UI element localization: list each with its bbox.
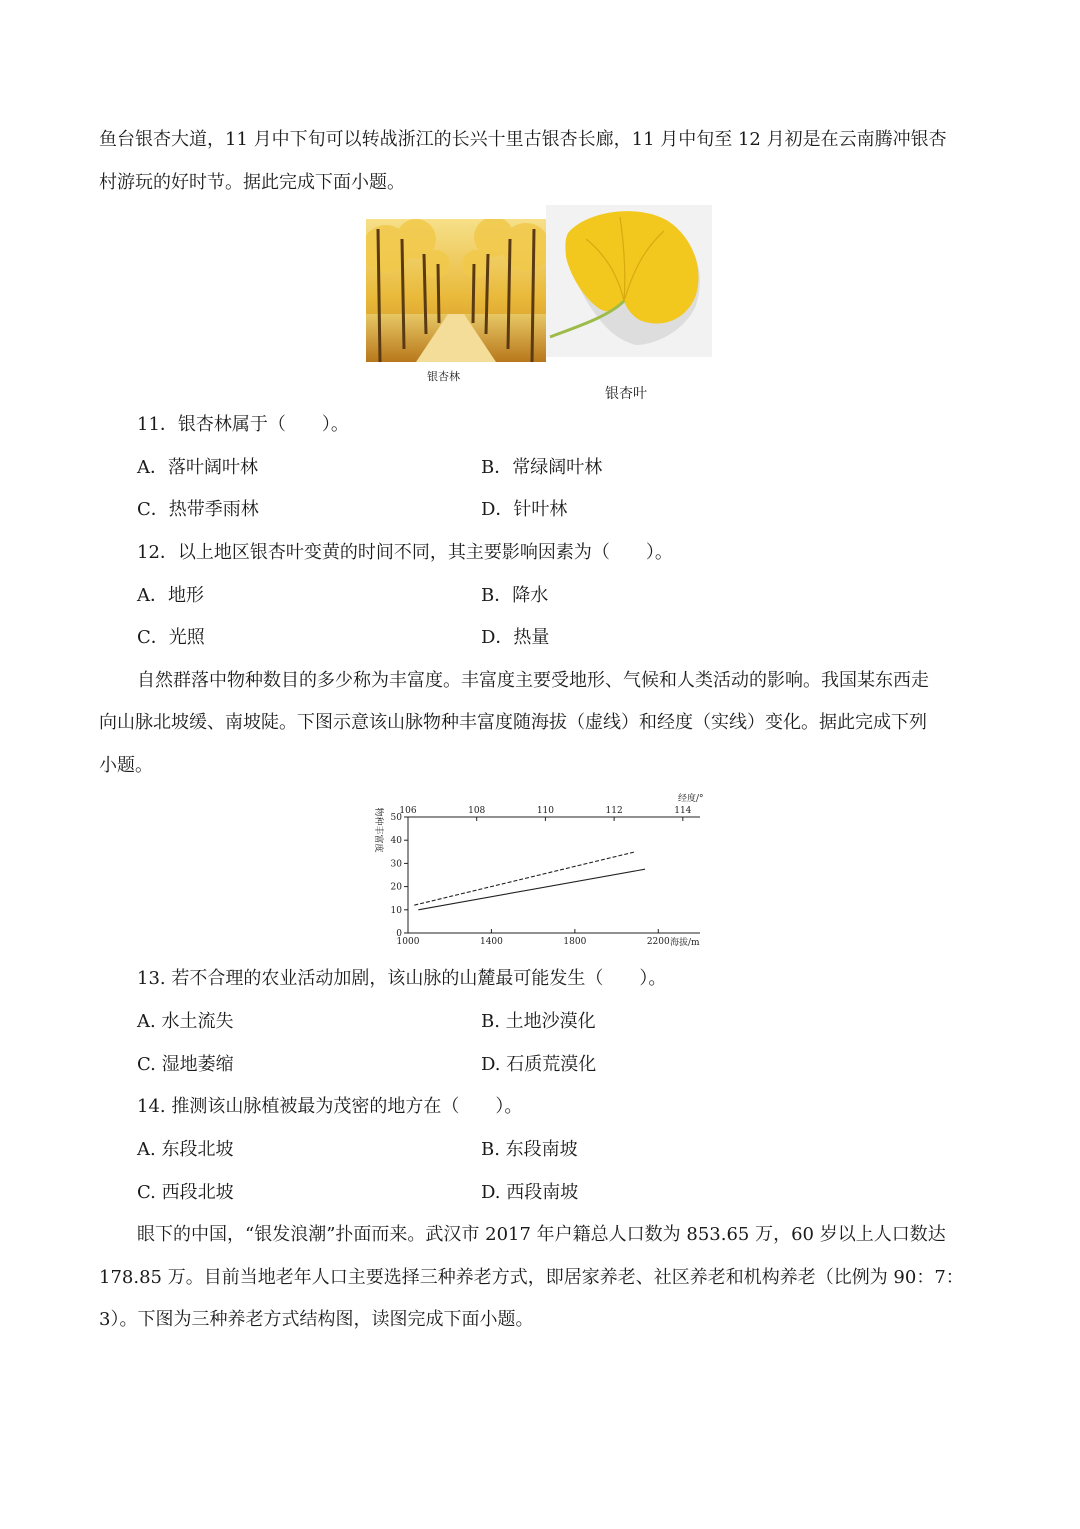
intro2-line1: 自然群落中物种数目的多少称为丰富度。丰富度主要受地形、气候和人类活动的影响。我国某东西走 bbox=[137, 670, 929, 691]
q14-option-d[interactable]: D. 西段南坡 bbox=[481, 1182, 579, 1203]
chart-y-axis-label: 物种丰富度 bbox=[373, 807, 383, 853]
q12-option-c[interactable]: C．光照 bbox=[137, 627, 205, 648]
intro2-line2: 向山脉北坡缓、南坡陡。下图示意该山脉物种丰富度随海拔（虚线）和经度（实线）变化。据此完成下列 bbox=[99, 712, 927, 733]
ginkgo-leaf-caption: 银杏叶 bbox=[605, 386, 647, 402]
q13-option-d[interactable]: D. 石质荒漠化 bbox=[481, 1054, 597, 1075]
intro2-line3: 小题。 bbox=[99, 755, 153, 776]
chart-ticks bbox=[391, 806, 692, 947]
chart-axes bbox=[408, 817, 700, 933]
q14-option-a[interactable]: A. 东段北坡 bbox=[137, 1139, 234, 1160]
intro3-line1: 眼下的中国，“银发浪潮”扑面而来。武汉市 2017 年户籍总人口数为 853.65 万，60 岁以上人口数达 bbox=[137, 1224, 946, 1245]
ginkgo-forest-photo bbox=[366, 219, 546, 362]
q12-stem: 12．以上地区银杏叶变黄的时间不同，其主要影响因素为（ ）。 bbox=[137, 542, 673, 563]
q11-option-a[interactable]: A．落叶阔叶林 bbox=[137, 457, 258, 478]
altitude-series-line bbox=[414, 852, 635, 905]
q12-option-a[interactable]: A．地形 bbox=[137, 585, 204, 606]
y-tick-label: 40 bbox=[390, 836, 402, 847]
x-top-tick-label: 114 bbox=[674, 806, 692, 816]
longitude-series-line bbox=[418, 869, 645, 910]
q13-option-b[interactable]: B. 土地沙漠化 bbox=[481, 1011, 596, 1032]
chart-x-top-label: 经度/° bbox=[678, 794, 704, 804]
q11-option-c[interactable]: C．热带季雨林 bbox=[137, 499, 259, 520]
x-bottom-tick-label: 1000 bbox=[396, 937, 420, 947]
x-top-tick-label: 110 bbox=[536, 806, 555, 816]
intro1-line2: 村游玩的好时节。据此完成下面小题。 bbox=[99, 172, 405, 193]
y-tick-label: 50 bbox=[390, 813, 402, 823]
x-top-tick-label: 112 bbox=[605, 806, 623, 816]
x-top-tick-label: 106 bbox=[399, 806, 417, 816]
ginkgo-leaf-photo bbox=[546, 205, 712, 357]
x-bottom-tick-label: 2200 bbox=[646, 937, 670, 947]
chart-x-bottom-label: 海拔/m bbox=[670, 938, 700, 948]
q14-option-b[interactable]: B. 东段南坡 bbox=[481, 1139, 578, 1160]
intro3-line2: 178.85 万。目前当地老年人口主要选择三种养老方式，即居家养老、社区养老和机构养老（比例为 90：7： bbox=[99, 1267, 964, 1288]
q13-option-a[interactable]: A. 水土流失 bbox=[137, 1011, 234, 1032]
x-top-tick-label: 108 bbox=[468, 806, 486, 816]
q13-option-c[interactable]: C. 湿地萎缩 bbox=[137, 1054, 234, 1075]
q14-stem: 14. 推测该山脉植被最为茂密的地方在（ ）。 bbox=[137, 1096, 523, 1117]
q12-option-b[interactable]: B．降水 bbox=[481, 585, 549, 606]
y-tick-label: 30 bbox=[390, 859, 402, 870]
q11-option-d[interactable]: D．针叶林 bbox=[481, 499, 568, 520]
x-bottom-tick-label: 1800 bbox=[563, 937, 587, 947]
y-tick-label: 10 bbox=[390, 905, 402, 916]
species-richness-chart bbox=[360, 790, 720, 950]
q13-stem: 13. 若不合理的农业活动加剧，该山脉的山麓最可能发生（ ）。 bbox=[137, 968, 667, 989]
y-tick-label: 20 bbox=[390, 882, 402, 893]
q11-stem: 11．银杏林属于（ ）。 bbox=[137, 414, 349, 435]
chart-series bbox=[414, 852, 645, 910]
q11-option-b[interactable]: B．常绿阔叶林 bbox=[481, 457, 603, 478]
q12-option-d[interactable]: D．热量 bbox=[481, 627, 550, 648]
intro3-line3: 3）。下图为三种养老方式结构图，读图完成下面小题。 bbox=[99, 1309, 534, 1330]
ginkgo-forest-caption: 银杏林 bbox=[427, 370, 460, 383]
x-bottom-tick-label: 1400 bbox=[479, 937, 503, 947]
y-tick-label: 0 bbox=[396, 929, 402, 939]
intro1-line1: 鱼台银杏大道，11 月中下旬可以转战浙江的长兴十里古银杏长廊，11 月中旬至 12 月初是在云南腾冲银杏 bbox=[99, 129, 947, 150]
q14-option-c[interactable]: C. 西段北坡 bbox=[137, 1182, 234, 1203]
